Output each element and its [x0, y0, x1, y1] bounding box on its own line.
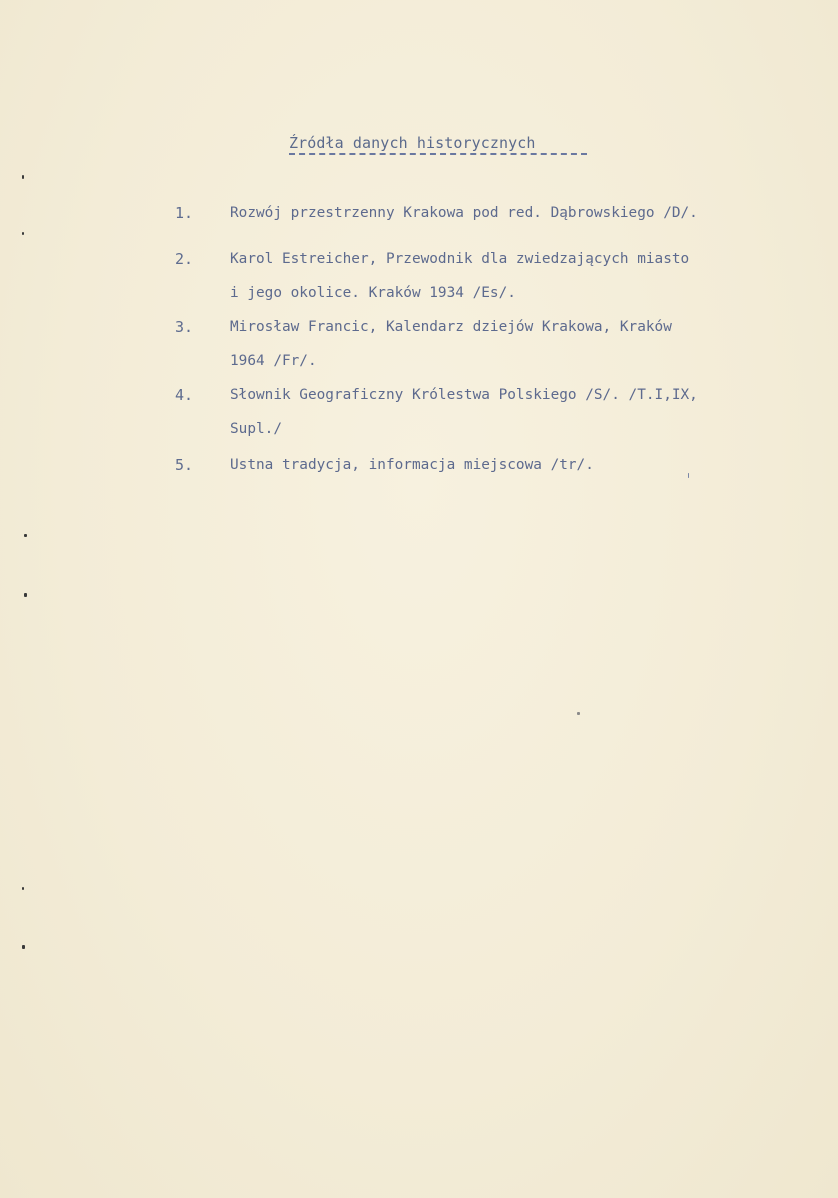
entry-text-line: Supl./ — [230, 421, 282, 437]
entry-text-line: Karol Estreicher, Przewodnik dla zwiedzających miasto — [230, 251, 690, 267]
paper-speck — [688, 473, 689, 478]
document-title: Źródła danych historycznych — [289, 134, 536, 152]
margin-speck — [22, 232, 24, 235]
entry-number: 4. — [175, 386, 194, 404]
margin-speck — [24, 534, 27, 537]
title-underline — [289, 153, 587, 155]
entry-text-line: Rozwój przestrzenny Krakowa pod red. Dąbrowskiego /D/. — [230, 205, 698, 221]
entry-text-line: Mirosław Francic, Kalendarz dziejów Krakowa, Kraków — [230, 319, 672, 335]
entry-text-line: i jego okolice. Kraków 1934 /Es/. — [230, 285, 516, 301]
entry-number: 5. — [175, 456, 194, 474]
paper-speck — [577, 712, 580, 715]
entry-text-line: 1964 /Fr/. — [230, 353, 317, 369]
entry-text-line: Słownik Geograficzny Królestwa Polskiego /S/. /T.I,IX, — [230, 387, 698, 403]
entry-text-line: Ustna tradycja, informacja miejscowa /tr/. — [230, 457, 594, 473]
margin-speck — [22, 175, 24, 179]
margin-speck — [22, 945, 25, 949]
entry-number: 3. — [175, 318, 194, 336]
entry-number: 1. — [175, 204, 194, 222]
entry-number: 2. — [175, 250, 194, 268]
margin-speck — [22, 887, 24, 890]
margin-speck — [24, 593, 27, 597]
